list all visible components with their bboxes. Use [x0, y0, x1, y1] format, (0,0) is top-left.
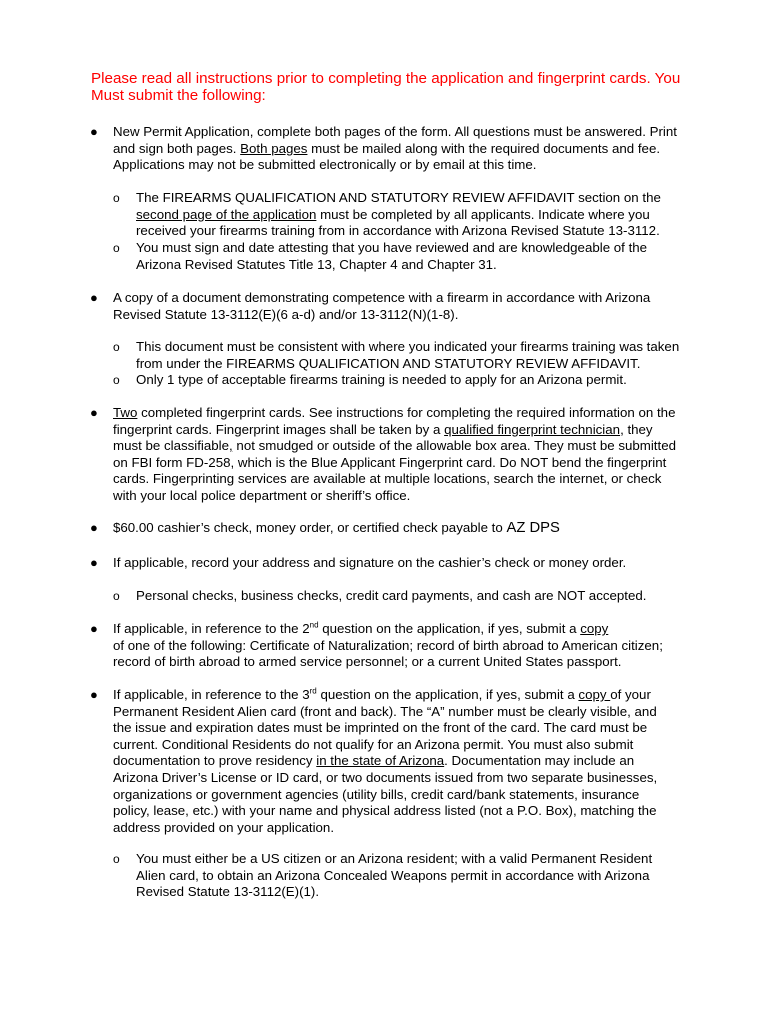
heading-line-2: Must submit the following:: [91, 86, 266, 104]
sub-line: Personal checks, business checks, credit card payments, and cash are NOT accepted.: [136, 588, 647, 603]
sub-line: You must either be a US citizen or an Arizona resident; with a valid Permanent Resident: [136, 851, 653, 866]
bullet-icon: ●: [90, 520, 98, 535]
heading-line-1: Please read all instructions prior to completing the application and fingerprint cards. You: [91, 70, 681, 87]
bullet-icon: ●: [90, 124, 98, 139]
item-line: Two completed fingerprint cards. See instructions for completing the required information on the: [113, 405, 676, 420]
item-line: Applications may not be submitted electronically or by email at this time.: [113, 157, 537, 173]
sub-line: Revised Statute 13-3112(E)(1).: [136, 884, 320, 900]
item-line: documentation to prove residency in the state of Arizona. Documentation may include an: [113, 753, 635, 769]
instructions-heading: [91, 69, 731, 102]
item-line: organizations or government agencies (utility bills, credit card/bank statements, insurance: [113, 786, 640, 802]
item-line: on FBI form FD-258, which is the Blue Applicant Fingerprint card. Do NOT bend the fingerprint: [113, 454, 667, 470]
item-line: must be classifiable, not smudged or outside of the allowable box area. They must be submitted: [113, 438, 676, 454]
item-line: with your local police department or sheriff’s office.: [113, 487, 411, 503]
item-line: of one of the following: Certificate of Naturalization; record of birth abroad to American citizen;: [113, 637, 663, 653]
sub-line: Arizona Revised Statutes Title 13, Chapter 4 and Chapter 31.: [136, 256, 497, 272]
item-line: Revised Statute 13-3112(E)(6 a-d) and/or 13-3112(N)(1-8).: [113, 306, 459, 322]
sub-line: This document must be consistent with where you indicated your firearms training was taken: [136, 339, 680, 354]
bullet-icon: ●: [90, 687, 98, 702]
item-line: current. Conditional Residents do not qualify for an Arizona permit. You must also submit: [113, 736, 634, 752]
circle-bullet-icon: o: [113, 340, 120, 354]
bullet-icon: ●: [90, 555, 98, 570]
sub-line: from under the FIREARMS QUALIFICATION AND STATUTORY REVIEW AFFIDAVIT.: [136, 355, 641, 371]
sub-line: received your firearms training from in accordance with Arizona Revised Statute 13-3112.: [136, 223, 660, 239]
item-line: address provided on your application.: [113, 819, 335, 835]
sub-line: Alien card, to obtain an Arizona Concealed Weapons permit in accordance with Arizona: [136, 867, 650, 883]
sub-line: The FIREARMS QUALIFICATION AND STATUTORY REVIEW AFFIDAVIT section on the: [136, 190, 661, 205]
item-line: fingerprint cards. Fingerprint images shall be taken by a qualified fingerprint technician, they: [113, 421, 653, 437]
sub-line: You must sign and date attesting that you have reviewed and are knowledgeable of the: [136, 240, 648, 255]
circle-bullet-icon: o: [113, 191, 120, 205]
item-line: policy, lease, etc.) with your name and physical address listed (not a P.O. Box), matching the: [113, 803, 657, 819]
circle-bullet-icon: o: [113, 852, 120, 866]
item-line: and sign both pages. Both pages must be mailed along with the required documents and fee.: [113, 140, 661, 156]
item-line: If applicable, in reference to the 2nd question on the application, if yes, submit a copy: [113, 620, 609, 636]
sub-line: second page of the application must be completed by all applicants. Indicate where you: [136, 206, 650, 222]
sub-line: Only 1 type of acceptable firearms training is needed to apply for an Arizona permit.: [136, 372, 627, 387]
item-line: the issue and expiration dates must be imprinted on the front of the card. The card must be: [113, 720, 648, 736]
bullet-icon: ●: [90, 290, 98, 305]
item-line: Arizona Driver’s License or ID card, or two documents issued from two separate businesses,: [113, 769, 658, 785]
circle-bullet-icon: o: [113, 241, 120, 255]
item-line: Permanent Resident Alien card (front and back). The “A” number must be clearly visible, and: [113, 703, 657, 719]
circle-bullet-icon: o: [113, 373, 120, 387]
item-line: New Permit Application, complete both pages of the form. All questions must be answered. Print: [113, 124, 677, 139]
circle-bullet-icon: o: [113, 589, 120, 603]
bullet-icon: ●: [90, 405, 98, 420]
item-line: If applicable, in reference to the 3rd question on the application, if yes, submit a copy of your: [113, 686, 651, 702]
bullet-icon: ●: [90, 621, 98, 636]
item-line: A copy of a document demonstrating competence with a firearm in accordance with Arizona: [113, 290, 651, 305]
item-line: cards. Fingerprinting services are available at multiple locations, search the internet, or check: [113, 471, 662, 487]
item-line: $60.00 cashier’s check, money order, or certified check payable to AZ DPS: [113, 520, 560, 536]
item-line: record of birth abroad to armed service personnel; or a current United States passport.: [113, 654, 622, 670]
item-line: If applicable, record your address and signature on the cashier’s check or money order.: [113, 555, 627, 570]
